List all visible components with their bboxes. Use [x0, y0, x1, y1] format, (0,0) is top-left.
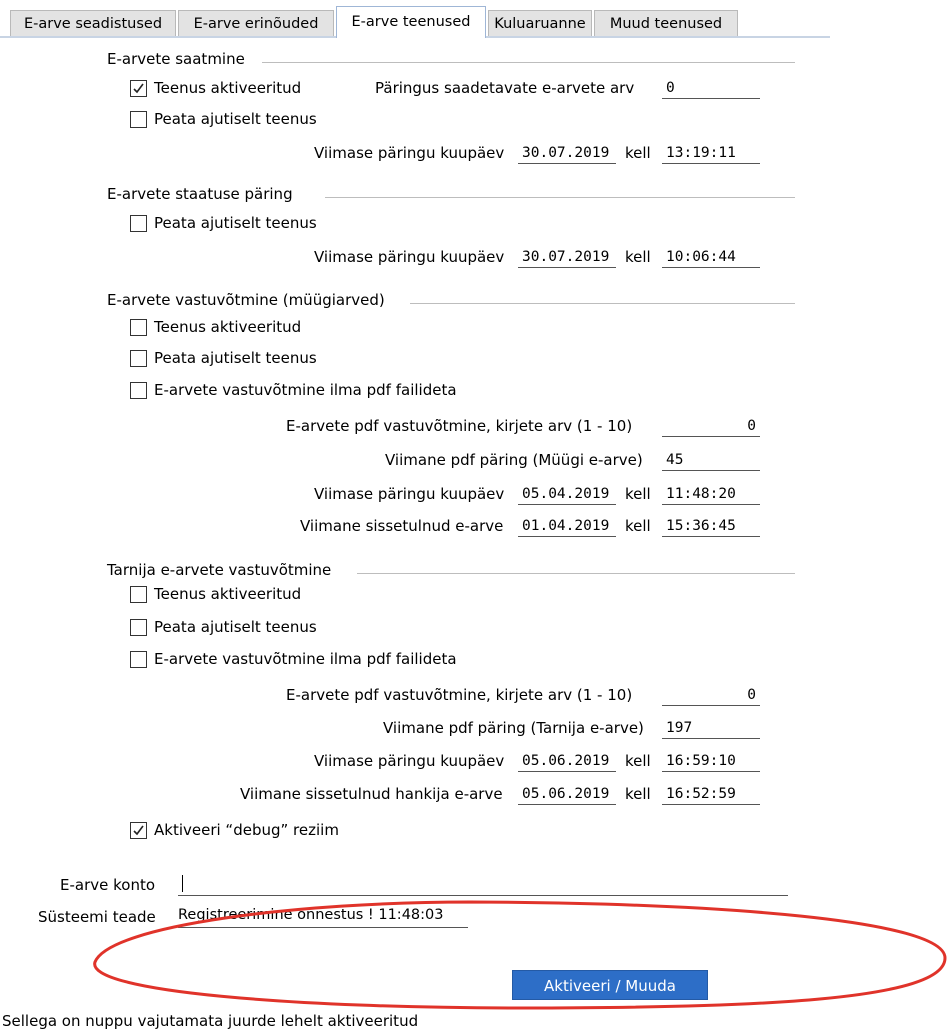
tab-e-arve-erinouded[interactable]: E-arve erinõuded — [178, 10, 334, 36]
group-title-vastuvotmine: E-arvete vastuvõtmine (müügiarved) — [107, 291, 385, 309]
tab-muud-teenused[interactable]: Muud teenused — [594, 10, 738, 36]
time-field[interactable]: 16:52:59 — [662, 783, 760, 805]
checkbox-label: E-arvete vastuvõtmine ilma pdf failideta — [154, 381, 457, 399]
activate-modify-button[interactable]: Aktiveeri / Muuda — [512, 970, 708, 1000]
time-field[interactable]: 10:06:44 — [662, 246, 760, 268]
checkbox-label: Peata ajutiselt teenus — [154, 618, 317, 636]
tab-kuluaruanne[interactable]: Kuluaruanne — [488, 10, 592, 36]
checkbox-label: Teenus aktiveeritud — [154, 79, 302, 97]
kell-label: kell — [625, 752, 651, 770]
last-pdf-field[interactable]: 45 — [662, 449, 760, 471]
date-field[interactable]: 05.04.2019 — [518, 483, 616, 505]
teade-field: Registreerimine õnnestus ! 11:48:03 — [178, 904, 468, 928]
date-field[interactable]: 01.04.2019 — [518, 515, 616, 537]
checkbox-label: Peata ajutiselt teenus — [154, 110, 317, 128]
field-label: Viimase päringu kuupäev — [314, 248, 505, 266]
time-field[interactable]: 13:19:11 — [662, 142, 760, 164]
checkbox-label: Aktiveeri “debug” reziim — [154, 821, 339, 839]
time-field[interactable]: 15:36:45 — [662, 515, 760, 537]
pdf-count-field[interactable]: 0 — [662, 415, 760, 437]
konto-label: E-arve konto — [60, 876, 156, 894]
field-label: E-arvete pdf vastuvõtmine, kirjete arv (1 - 10) — [286, 417, 633, 435]
kell-label: kell — [625, 785, 651, 803]
last-pdf-field[interactable]: 197 — [662, 717, 760, 739]
field-label: Viimane sissetulnud e-arve — [300, 517, 504, 535]
field-label: Viimase päringu kuupäev — [314, 485, 505, 503]
date-field[interactable]: 05.06.2019 — [518, 750, 616, 772]
checkbox-label: Teenus aktiveeritud — [154, 585, 302, 603]
kell-label: kell — [625, 485, 651, 503]
field-label: E-arvete pdf vastuvõtmine, kirjete arv (1 - 10) — [286, 686, 633, 704]
field-label: Viimase päringu kuupäev — [314, 144, 505, 162]
checkbox-label: Teenus aktiveeritud — [154, 318, 302, 336]
checkbox-label: Peata ajutiselt teenus — [154, 214, 317, 232]
date-field[interactable]: 30.07.2019 — [518, 142, 616, 164]
tab-e-arve-teenused[interactable]: E-arve teenused — [336, 6, 486, 38]
group-title-saatmine: E-arvete saatmine — [107, 50, 245, 68]
tab-e-arve-seadistused[interactable]: E-arve seadistused — [10, 10, 176, 36]
date-field[interactable]: 30.07.2019 — [518, 246, 616, 268]
field-label: Viimane pdf päring (Tarnija e-arve) — [383, 719, 644, 737]
kell-label: kell — [625, 248, 651, 266]
teade-label: Süsteemi teade — [38, 908, 156, 926]
field-label: Viimane sissetulnud hankija e-arve — [240, 785, 503, 803]
field-label: Päringus saadetavate e-arvete arv — [375, 79, 635, 97]
checkbox-label: E-arvete vastuvõtmine ilma pdf failideta — [154, 650, 457, 668]
time-field[interactable]: 11:48:20 — [662, 483, 760, 505]
count-field[interactable]: 0 — [662, 77, 760, 99]
group-title-staatus: E-arvete staatuse päring — [107, 185, 293, 203]
checkbox-label: Peata ajutiselt teenus — [154, 349, 317, 367]
time-field[interactable]: 16:59:10 — [662, 750, 760, 772]
pdf-count-field[interactable]: 0 — [662, 684, 760, 706]
field-label: Viimane pdf päring (Müügi e-arve) — [385, 451, 643, 469]
kell-label: kell — [625, 144, 651, 162]
date-field[interactable]: 05.06.2019 — [518, 783, 616, 805]
kell-label: kell — [625, 517, 651, 535]
group-title-tarnija: Tarnija e-arvete vastuvõtmine — [107, 561, 332, 579]
footer-text: Sellega on nuppu vajutamata juurde lehelt aktiveeritud — [2, 1012, 419, 1030]
field-label: Viimase päringu kuupäev — [314, 752, 505, 770]
